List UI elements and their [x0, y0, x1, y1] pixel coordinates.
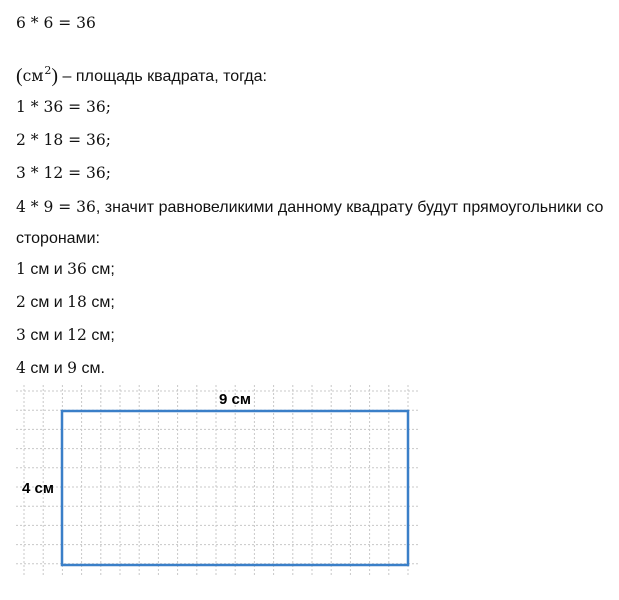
side-b: 36: [67, 260, 87, 278]
line-text-end: см;: [86, 261, 115, 278]
line-text: см и: [25, 360, 68, 377]
line-text: , значит равновеликими данному квадрату будут прямоугольники со: [95, 199, 604, 216]
line-text-end: см;: [86, 327, 115, 344]
line-sides-label: [16, 228, 100, 250]
line-rect-4: [16, 357, 105, 380]
line-text-end: см.: [77, 360, 105, 377]
line-text: см и: [25, 294, 68, 311]
width-label: 9 см: [219, 391, 251, 408]
math-expression: 3 * 12 = 36;: [16, 164, 111, 182]
side-a: 2: [16, 293, 26, 311]
side-a: 1: [16, 260, 26, 278]
unit-cm: см: [22, 67, 44, 85]
line-text: см и: [25, 327, 68, 344]
line-product-4: [16, 196, 603, 219]
side-a: 3: [16, 326, 26, 344]
rectangle-diagram: [16, 385, 420, 577]
line-rect-1: [16, 258, 115, 281]
line-text: – площадь квадрата, тогда:: [58, 68, 267, 85]
line-text: сторонами:: [16, 230, 100, 247]
line-product-1: [16, 96, 111, 118]
line-text: см и: [25, 261, 68, 278]
math-expression: 6 * 6 = 36: [16, 14, 96, 32]
grid-paper: [16, 385, 420, 577]
side-b: 12: [67, 326, 87, 344]
side-b: 9: [67, 359, 78, 377]
math-expression: 1 * 36 = 36;: [16, 98, 111, 116]
line-text-end: см;: [86, 294, 115, 311]
exponent: 2: [44, 64, 52, 77]
line-rect-2: [16, 291, 115, 314]
line-product-2: [16, 129, 111, 151]
height-label: 4 см: [22, 480, 54, 497]
side-b: 18: [67, 293, 87, 311]
line-product-3: [16, 162, 111, 184]
line-area-note: $(см^2)$ – площадь квадрата, тогда:: [16, 64, 267, 87]
side-a: 4: [16, 359, 26, 377]
math-expression: 4 * 9 = 36: [16, 198, 96, 216]
line-rect-3: [16, 324, 115, 347]
line-square-area-calc: [16, 12, 96, 34]
math-expression: 2 * 18 = 36;: [16, 131, 111, 149]
